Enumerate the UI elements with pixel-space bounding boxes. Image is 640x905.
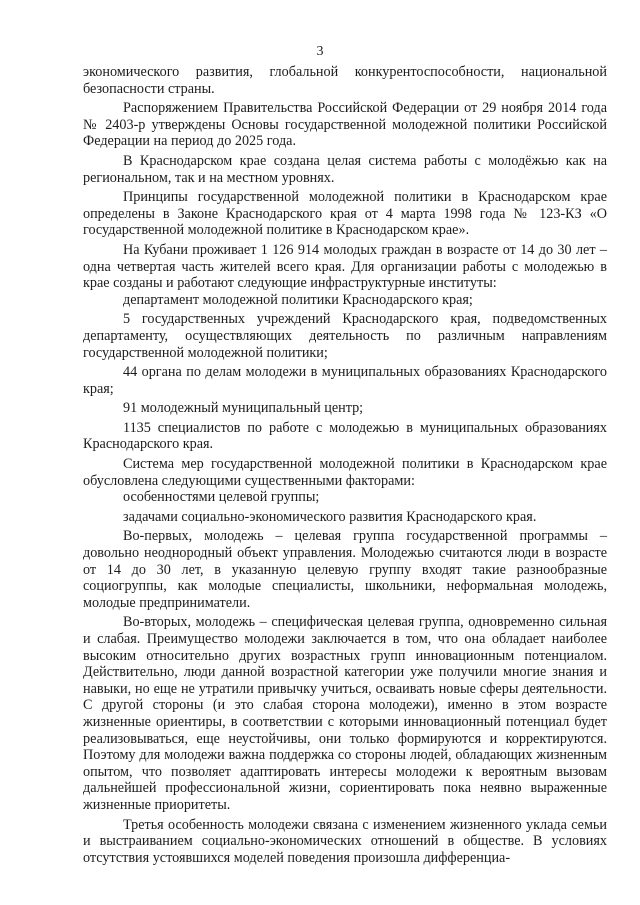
list-item: особенностями целевой группы;: [123, 489, 320, 506]
document-body: [83, 64, 607, 866]
list-item: 44 органа по делам молодежи в муниципальных образованиях Краснодарского края;: [83, 364, 607, 397]
paragraph: экономического развития, глобальной конкурентоспособности, национальной безопасности страны.: [83, 64, 607, 97]
page-number: 3: [316, 44, 324, 59]
paragraph: На Кубани проживает 1 126 914 молодых граждан в возрасте от 14 до 30 лет – одна четвертая часть жителей всего края. Для организации работы с молодежью в крае созданы и работают следующие инфраструктурные институты:: [83, 241, 607, 292]
list-item: департамент молодежной политики Краснодарского края;: [123, 291, 473, 308]
paragraph: В Краснодарском крае создана целая система работы с молодёжью как на региональном, так и на местном уровнях.: [83, 152, 607, 186]
list-item: 5 государственных учреждений Краснодарского края, подведомственных департаменту, осуществляющих деятельность по различным направлениям государственной молодежной политики;: [83, 311, 607, 361]
paragraph: Во-первых, молодежь – целевая группа государственной программы – довольно неоднородный объект управления. Молодежью считаются люди в возрасте от 14 до 30 лет, в указанную целевую группу входят такие разнообразные социогруппы, как молодые специалисты, школьники, неформальная молодежь, молодые предприниматели.: [83, 528, 607, 611]
list-item: задачами социально-экономического развития Краснодарского края.: [123, 508, 537, 525]
paragraph: Распоряжением Правительства Российской Федерации от 29 ноября 2014 года № 2403-р утверждены Основы государственной молодежной политики Российской Федерации на период до 2025 года.: [83, 100, 607, 150]
paragraph: Во-вторых, молодежь – специфическая целевая группа, одновременно сильная и слабая. Преимущество молодежи заключается в том, что она обладает наиболее высоким относительно других возрастных групп инновационным потенциалом. Действительно, люди данной возрастной категории уже получили многие знания и навыки, но еще не утратили привычку учиться, осваивать новые сферы деятельности. С другой стороны (и это слабая сторона молодежи), именно в этом возрасте жизненные ориентиры, в соответствии с которыми инновационный потенциал будет реализовываться, еще неустойчивы, они только формируются и корректируются. Поэтому для молодежи важна поддержка со стороны людей, обладающих жизненным опытом, что позволяет адаптировать интересы молодежи к вероятным вызовам дальнейшей профессиональной жизни, сориентировать пока неявно выраженные жизненные приоритеты.: [83, 614, 607, 813]
paragraph: Система мер государственной молодежной политики в Краснодарском крае обусловлена следующими существенными факторами:: [83, 456, 607, 489]
list-item: 1135 специалистов по работе с молодежью в муниципальных образованиях Краснодарского края.: [83, 419, 607, 453]
paragraph: Третья особенность молодежи связана с изменением жизненного уклада семьи и выстраиванием социально-экономических отношений в обществе. В условиях отсутствия устоявшихся моделей поведения произошла дифференциа-: [83, 816, 607, 866]
list-item: 91 молодежный муниципальный центр;: [123, 400, 364, 417]
paragraph: Принципы государственной молодежной политики в Краснодарском крае определены в Законе Краснодарского края от 4 марта 1998 года № 123-КЗ «О государственной молодежной политике в Краснодарском крае».: [83, 189, 607, 239]
